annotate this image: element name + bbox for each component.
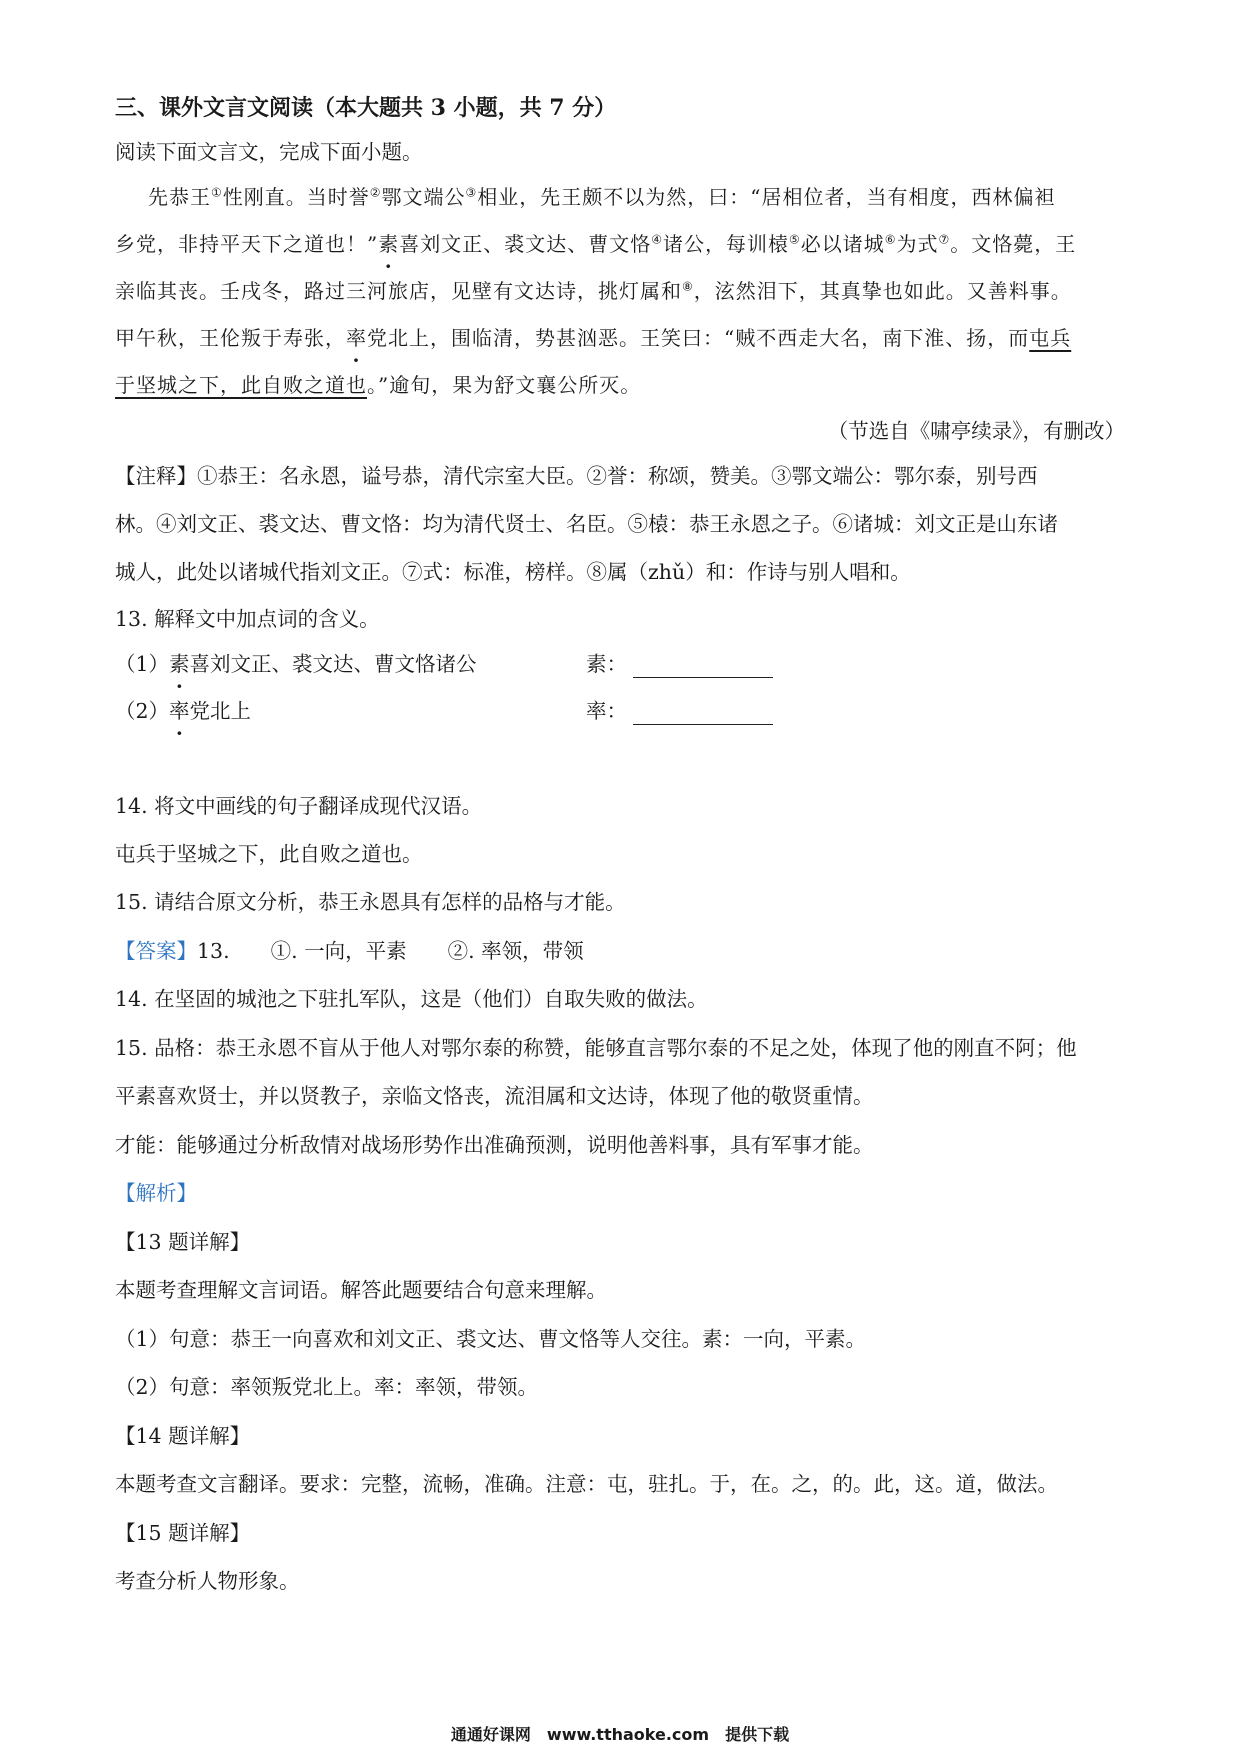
q14-sentence: 屯兵于坚城之下，此自败之道也。: [115, 842, 423, 866]
dotted-word: 素: [169, 652, 190, 676]
section-title: 三、课外文言文阅读（本大题共 3 小题，共 7 分）: [115, 95, 617, 121]
passage-line-5: [115, 371, 641, 399]
instruction-text: 阅读下面文言文，完成下面小题。: [115, 140, 423, 164]
q13-answer-1: [586, 650, 773, 678]
q15-stem: 15. 请结合原文分析，恭王永恩具有怎样的品格与才能。: [115, 890, 626, 914]
q14-stem: 14. 将文中画线的句子翻译成现代汉语。: [115, 794, 483, 818]
dotted-word: 率: [169, 699, 190, 723]
passage-text: 。”逾旬，果为舒文襄公所灭。: [367, 373, 642, 397]
analysis-heading-13: 【13 题详解】: [115, 1230, 251, 1254]
item-text: 喜刘文正、裘文达、曹文恪诸公: [189, 652, 477, 676]
answer-13: [115, 937, 584, 965]
note-marker: ③: [465, 185, 478, 200]
answer-15-line-3: 才能：能够通过分析敌情对战场形势作出准确预测，说明他善料事，具有军事才能。: [115, 1133, 874, 1157]
note-marker: ②: [369, 185, 382, 200]
passage-text: 为式: [896, 232, 939, 256]
underlined-sentence: 屯兵: [1029, 326, 1072, 350]
passage-text: 鄂文端公: [381, 185, 466, 209]
analysis-15-p: 考查分析人物形象。: [115, 1569, 300, 1593]
passage-source: （节选自《啸亭续录》，有删改）: [827, 419, 1125, 443]
passage-text: 党北上，围临清，势甚汹恶。王笑曰：“贼不西走大名，南下淮、扬，而: [367, 326, 1030, 350]
answer-label: 率：: [586, 699, 627, 723]
item-number: （1）: [115, 652, 170, 676]
dotted-word-su: 素: [378, 232, 400, 256]
analysis-tag: 【解析】: [115, 1181, 197, 1205]
passage-text: 喜刘文正、裘文达、曹文恪: [399, 232, 652, 256]
answer-blank[interactable]: [633, 655, 773, 678]
notes-line-1: 【注释】①恭王：名永恩，谥号恭，清代宗室大臣。②誉：称颂，赞美。③鄂文端公：鄂尔泰，别号西: [115, 464, 1038, 488]
analysis-14-p: 本题考查文言翻译。要求：完整，流畅，准确。注意：屯，驻扎。于，在。之，的。此，这。道，做法。: [115, 1472, 1058, 1496]
item-text: 党北上: [189, 699, 252, 723]
analysis-13-p1: 本题考查理解文言词语。解答此题要结合句意来理解。: [115, 1278, 607, 1302]
notes-line-2: 林。④刘文正、裘文达、曹文恪：均为清代贤士、名臣。⑤榬：恭王永恩之子。⑥诸城：刘文正是山东诸: [115, 512, 1058, 536]
note-marker: ⑧: [682, 279, 694, 294]
analysis-heading-14: 【14 题详解】: [115, 1424, 251, 1448]
item-number: （2）: [115, 699, 170, 723]
passage-text: 诸公，每训榬: [663, 232, 789, 256]
q13-answer-2: [586, 697, 773, 725]
passage-text: 性刚直。当时誉: [222, 185, 370, 209]
note-marker: ①: [211, 185, 223, 200]
q13-item-2: [115, 697, 251, 725]
passage-line-3: [115, 277, 1072, 305]
answer-blank[interactable]: [633, 702, 773, 725]
answer-15-line-2: 平素喜欢贤士，并以贤教子，亲临文恪丧，流泪属和文达诗，体现了他的敬贤重情。: [115, 1084, 874, 1108]
passage-line-2: [115, 230, 1076, 258]
underlined-sentence: 于坚城之下，此自败之道也: [115, 373, 367, 397]
passage-text: 甲午秋，王伦叛于寿张，: [115, 326, 346, 350]
page-footer: 通通好课网 www.tthaoke.com 提供下载: [450, 1725, 790, 1744]
notes-line-3: 城人，此处以诸城代指刘文正。⑦式：标准，榜样。⑧属（zhǔ）和：作诗与别人唱和。: [115, 560, 911, 584]
passage-line-1: [148, 183, 1056, 211]
analysis-13-p3: （2）句意：率领叛党北上。率：率领，带领。: [115, 1375, 539, 1399]
passage-text: 必以诸城: [800, 232, 885, 256]
passage-text: 亲临其丧。壬戌冬，路过三河旅店，见壁有文达诗，挑灯属和: [115, 279, 682, 303]
passage-text: 相业，先王颇不以为然，曰：“居相位者，当有相度，西林偏袒: [477, 185, 1056, 209]
note-marker: ⑦: [938, 232, 951, 247]
passage-text: 乡党，非持平天下之道也！”: [115, 232, 379, 256]
passage-text: 先恭王: [148, 185, 211, 209]
note-marker: ⑤: [789, 232, 801, 247]
answer-14: 14. 在坚固的城池之下驻扎军队，这是（他们）自取失败的做法。: [115, 987, 708, 1011]
answer-15-line-1: 15. 品格：恭王永恩不盲从于他人对鄂尔泰的称赞，能够直言鄂尔泰的不足之处，体现了他的刚直不阿；他: [115, 1036, 1077, 1060]
answer-text: 13. ①. 一向，平素 ②. 率领，带领: [197, 939, 584, 963]
answer-label: 素：: [586, 652, 627, 676]
passage-line-4: [115, 324, 1071, 352]
q13-stem: 13. 解释文中加点词的含义。: [115, 607, 380, 631]
analysis-13-p2: （1）句意：恭王一向喜欢和刘文正、裘文达、曹文恪等人交往。素：一向，平素。: [115, 1327, 867, 1351]
q13-item-1: [115, 650, 477, 678]
dotted-word-lv: 率: [346, 326, 367, 350]
passage-text: ，泫然泪下，其真挚也如此。又善料事。: [693, 279, 1072, 303]
note-marker: ④: [651, 232, 663, 247]
note-marker: ⑥: [884, 232, 897, 247]
passage-text: 。文恪薨，王: [950, 232, 1077, 256]
analysis-heading-15: 【15 题详解】: [115, 1521, 251, 1545]
answer-tag: 【答案】: [115, 939, 197, 963]
